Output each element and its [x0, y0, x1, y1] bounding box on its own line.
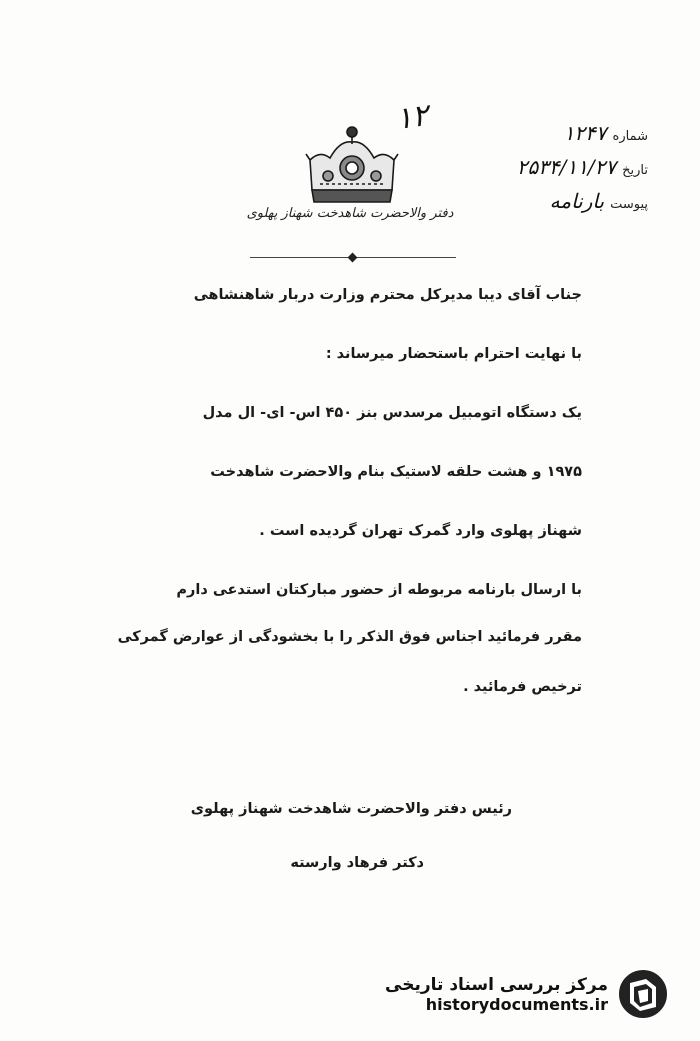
- date-row: [448, 152, 648, 186]
- archive-logo-icon: [616, 967, 670, 1021]
- date-value: ۲۵۳۴/۱۱/۲۷: [516, 155, 617, 179]
- body-line: ۱۹۷۵ و هشت حلقه لاستیک بنام والاحضرت شاهدخت: [210, 464, 582, 480]
- crown-emblem-icon: [300, 120, 404, 210]
- watermark-url: historydocuments.ir: [425, 994, 608, 1014]
- letter-body: [102, 282, 582, 700]
- signatory-title: رئیس دفتر والاحضرت شاهدخت شهناز پهلوی: [190, 801, 512, 817]
- body-line: مقرر فرمائید اجناس فوق الذکر را با بخشودگی از عوارض گمرکی: [117, 629, 582, 645]
- watermark-title: مرکز بررسی اسناد تاریخی: [385, 974, 608, 995]
- watermark-text: [385, 975, 608, 1014]
- number-value: ۱۲۴۷: [563, 121, 607, 145]
- signatory-name: دکتر فرهاد وارسته: [290, 855, 424, 871]
- body-line: یک دستگاه اتومبیل مرسدس بنز ۴۵۰ اس- ای- ال مدل: [202, 405, 582, 421]
- body-line-salutation: جناب آقای دیبا مدیرکل محترم وزارت دربار شاهنشاهی: [193, 287, 582, 303]
- attachment-value: بارنامه: [549, 189, 605, 213]
- attachment-label: پیوست: [610, 197, 648, 212]
- handwritten-mark: ۱۲: [393, 97, 431, 138]
- number-row: [448, 118, 648, 152]
- archive-watermark: [385, 967, 670, 1021]
- signature-block: [112, 796, 512, 876]
- letter-meta: [448, 118, 648, 220]
- office-title: دفتر والاحضرت شاهدخت شهناز پهلوی: [246, 206, 454, 221]
- body-line: با ارسال بارنامه مربوطه از حضور مبارکتان استدعی دارم: [176, 582, 582, 598]
- divider-ornament: [348, 253, 358, 263]
- number-label: شماره: [612, 129, 648, 144]
- body-line: با نهایت احترام باستحضار میرساند :: [325, 346, 582, 362]
- date-label: تاریخ: [622, 163, 648, 178]
- attachment-row: [448, 186, 648, 220]
- body-line: ترخیص فرمائید .: [463, 679, 582, 695]
- body-line: شهناز پهلوی وارد گمرک تهران گردیده است .: [259, 523, 582, 539]
